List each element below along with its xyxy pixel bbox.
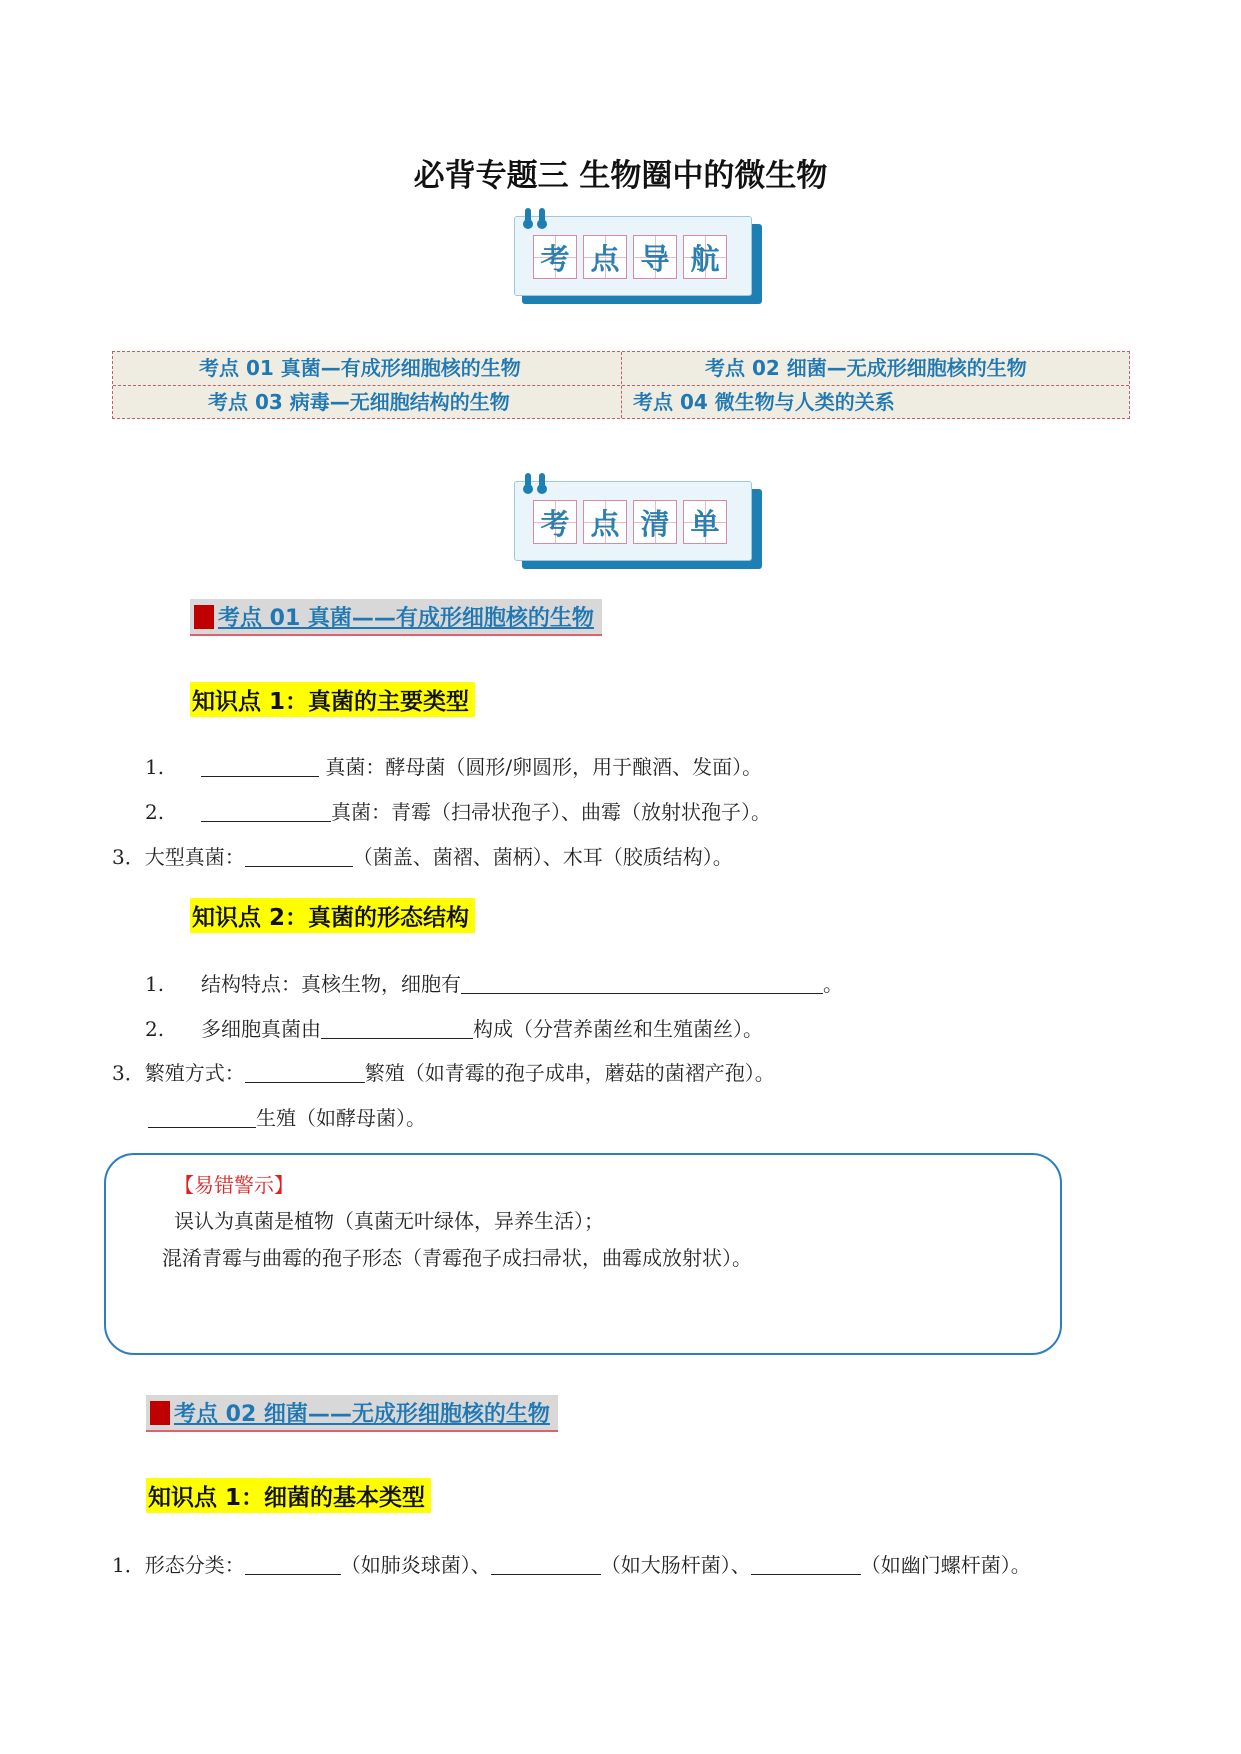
nav-link-topic-04[interactable]: 考点 04 微生物与人类的关系: [633, 390, 895, 414]
banner-nav-char: 点: [583, 235, 627, 279]
fill-blank: [245, 1062, 365, 1083]
list-item: 生殖（如酵母菌）。: [148, 1102, 426, 1131]
fill-blank: [201, 801, 331, 822]
section-marker: [150, 1401, 170, 1425]
banner-list-char: 清: [633, 500, 677, 544]
nav-table: [112, 351, 1130, 419]
section-marker: [194, 605, 214, 629]
fill-blank: [245, 1554, 341, 1575]
nav-link-topic-02[interactable]: 考点 02 细菌—无成形细胞核的生物: [705, 356, 1027, 380]
banner-nav-char: 航: [683, 235, 727, 279]
list-item: 2. 真菌：青霉（扫帚状孢子）、曲霉（放射状孢子）。: [145, 800, 771, 824]
list-item: 1. 结构特点：真核生物，细胞有 。: [145, 972, 843, 996]
page-title: 必背专题三 生物圈中的微生物: [413, 158, 828, 194]
banner-list-char: 考: [533, 500, 577, 544]
section-heading-02: 考点 02 细菌——无成形细胞核的生物: [146, 1395, 558, 1432]
banner-list-char: 单: [683, 500, 727, 544]
section-heading-01: 考点 01 真菌——有成形细胞核的生物: [190, 599, 602, 636]
list-item: 3．大型真菌： （菌盖、菌褶、菌柄）、木耳（胶质结构）。: [112, 845, 733, 869]
knowledge-point-heading: 知识点 1：细菌的基本类型: [146, 1478, 431, 1513]
fill-blank: [751, 1554, 861, 1575]
banner-list: [514, 481, 762, 569]
nav-link-topic-03[interactable]: 考点 03 病毒—无细胞结构的生物: [208, 390, 510, 414]
warning-title: 【易错警示】: [174, 1173, 294, 1197]
fill-blank: [245, 846, 353, 867]
list-item: 2. 多细胞真菌由 构成（分营养菌丝和生殖菌丝）。: [145, 1017, 763, 1041]
banner-list-char: 点: [583, 500, 627, 544]
banner-nav: [514, 216, 762, 304]
fill-blank: [461, 973, 823, 994]
warning-box: [104, 1153, 1062, 1355]
list-item: 3．繁殖方式： 繁殖（如青霉的孢子成串，蘑菇的菌褶产孢）。: [112, 1061, 775, 1085]
warning-line: 误认为真菌是植物（真菌无叶绿体，异养生活）；: [174, 1209, 604, 1233]
knowledge-point-heading: 知识点 1：真菌的主要类型: [190, 682, 475, 717]
warning-line: 混淆青霉与曲霉的孢子形态（青霉孢子成扫帚状，曲霉成放射状）。: [162, 1246, 752, 1270]
fill-blank: [321, 1018, 473, 1039]
nav-link-topic-01[interactable]: 考点 01 真菌—有成形细胞核的生物: [199, 356, 521, 380]
fill-blank: [201, 756, 319, 777]
fill-blank: [491, 1554, 601, 1575]
banner-nav-char: 导: [633, 235, 677, 279]
banner-nav-char: 考: [533, 235, 577, 279]
list-item: 1．形态分类： （如肺炎球菌）、 （如大肠杆菌）、 （如幽门螺杆菌）。: [112, 1553, 1031, 1577]
list-item: 1. 真菌：酵母菌（圆形/卵圆形，用于酿酒、发面）。: [145, 755, 763, 779]
fill-blank: [148, 1107, 256, 1128]
knowledge-point-heading: 知识点 2：真菌的形态结构: [190, 898, 475, 933]
